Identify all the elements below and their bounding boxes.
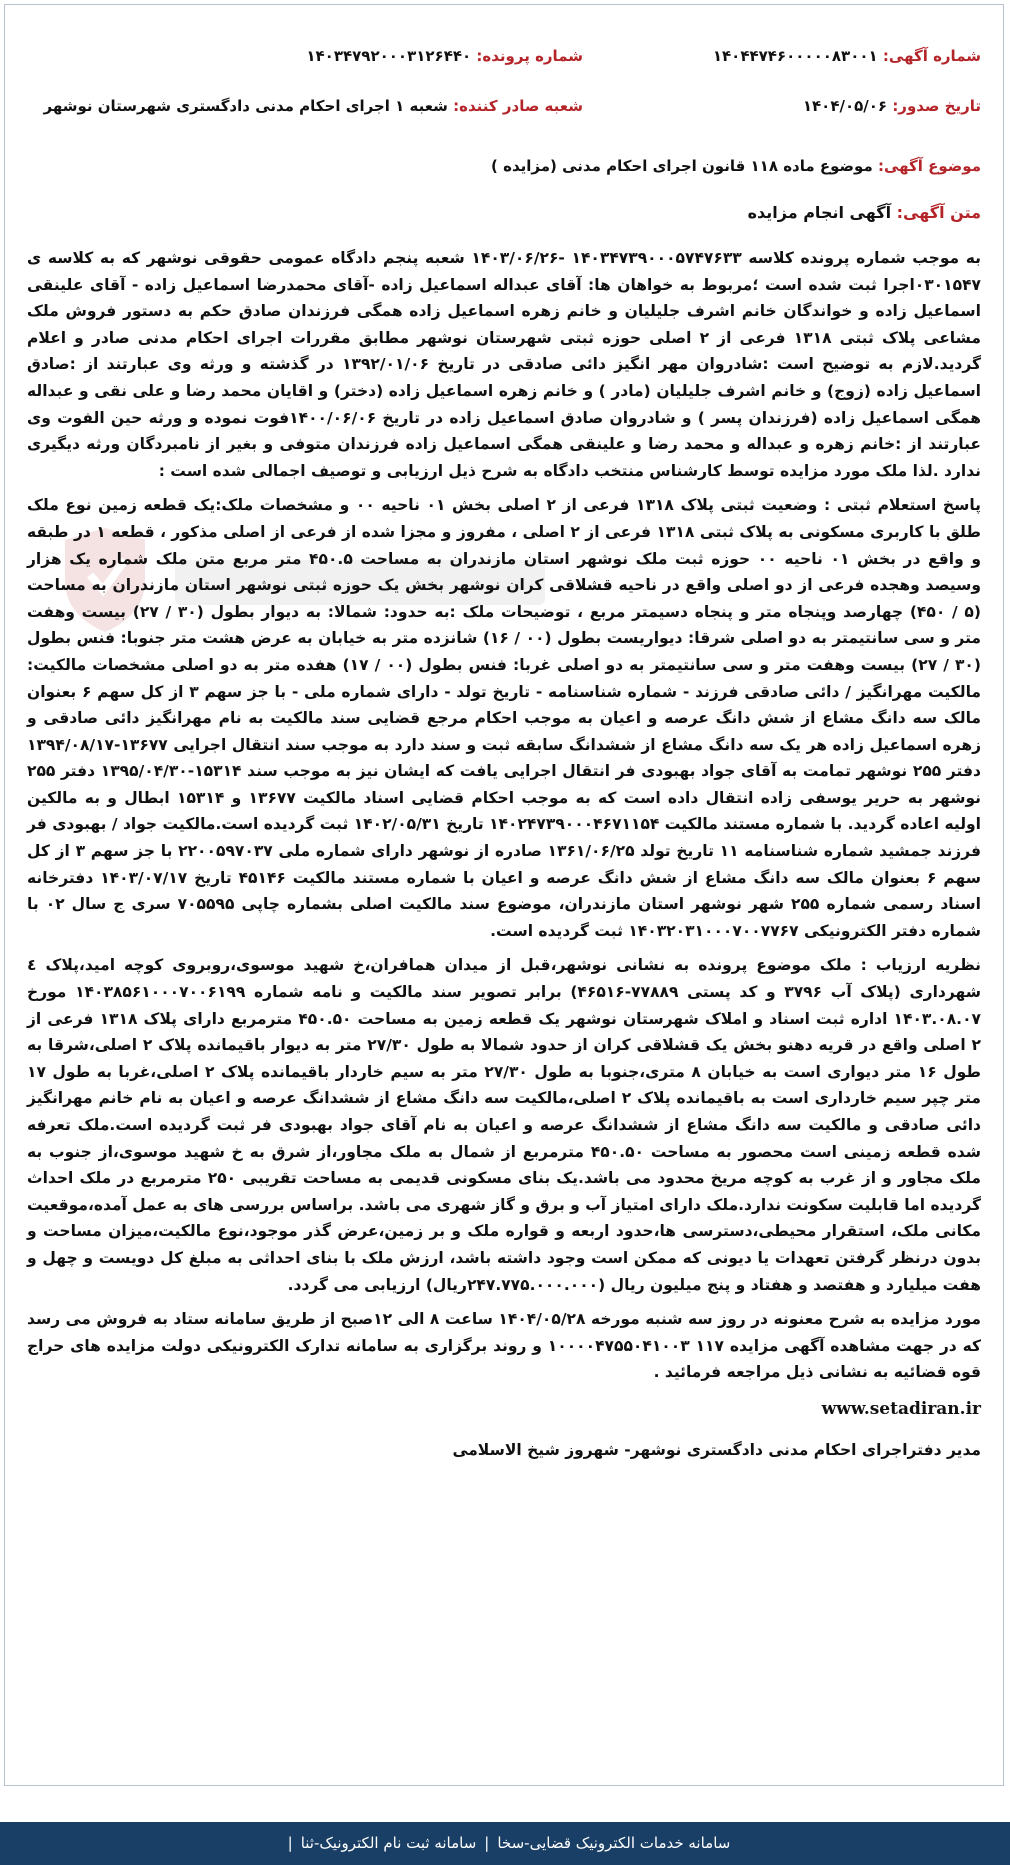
notice-body — [27, 245, 981, 1471]
footer-separator: | — [484, 1834, 490, 1852]
text-title-label: متن آگهی: — [896, 203, 981, 222]
footer-link-sana[interactable]: سامانه ثبت نام الکترونیک-ثنا — [300, 1834, 477, 1852]
notice-document — [4, 4, 1004, 1786]
subject-label: موضوع آگهی: — [877, 157, 981, 175]
issue-date — [803, 97, 981, 115]
paragraph-registry-inquiry: پاسخ استعلام ثبتی : وضعیت ثبتی پلاک ۱۳۱۸ فرعی از ۲ اصلی بخش ۰۱ ناحیه ۰۰ و مشخصات ملک:یک قطعه زمین نوع ملک طلق با کاربری مسکونی به پلاک ثبتی ۱۳۱۸ فرعی از ۲ اصلی ، مفروز و مجزا شده از فرعی از اصلی مذکور ، قطعه ۱ در طبقه و واقع در بخش ۰۱ ناحیه ۰۰ حوزه ثبت ملک نوشهر استان مازندران به مساحت ۴۵۰.۵ متر مربع متن ملک شماره یک هزار وسیصد وهجده فرعی از دو اصلی واقع در ناحیه قشلاقی کران نوشهر بخش یک حوزه ثبتی نوشهر استان مازندران به مساحت (۵ / ۴۵۰) چهارصد وپنجاه متر و پنجاه دسیمتر مربع ، توضیحات ملک :به حدود: شمالا: به دیوار بطول (۳۰ / ۲۷) بیست وهفت متر و سی سانتیمتر به دو اصلی شرقا: دیواریست بطول (۰۰ / ۱۶) شانزده متر به خیابان به عرض هشت متر جنوبا: فنس بطول (۳۰ / ۲۷) بیست وهفت متر و سی سانتیمتر به دو اصلی غربا: فنس بطول (۰۰ / ۱۷) هفده متر به دو اصلی مشخصات مالکیت: مالکیت مهرانگیز / دائی صادقی فرزند - شماره شناسنامه - تاریخ تولد - دارای شماره ملی - با جز سهم ۳ از کل سهم ۶ بعنوان مالک سه دانگ مشاع از شش دانگ عرصه و اعیان به موجب احکام مرجع قضایی سند مالکیت به نام مهرانگیز دائی صادقی و زهره اسماعیل زاده هر یک سه دانگ مشاع از ششدانگ سابقه ثبت و سند دارد به موجب سند انتقال اجرایی ۱۳۶۷۷-۱۳۹۴/۰۸/۱۷ دفتر ۲۵۵ نوشهر تمامت به آقای جواد بهبودی فر انتقال اجرایی یافت که ایشان نیز به موجب سند ۱۵۳۱۴-۱۳۹۵/۰۴/۳۰ دفتر ۲۵۵ نوشهر به حریر یوسفی زاده انتقال داده است که به موجب احکام قضایی اسناد مالکیت ۱۳۶۷۷ و ۱۵۳۱۴ ابطال و به مالکین اولیه اعاده گردید. با شماره مستند مالکیت ۱۴۰۲۴۷۳۹۰۰۰۴۶۷۱۱۵۴ تاریخ ۱۴۰۲/۰۵/۳۱ ثبت گردیده است.مالکیت جواد / بهبودی فر فرزند جمشید شماره شناسنامه ۱۱ تاریخ تولد ۱۳۶۱/۰۶/۲۵ صادره از نوشهر دارای شماره ملی ۲۲۰۰۵۹۷۰۳۷ با جز سهم ۳ از کل سهم ۶ بعنوان مالک سه دانگ مشاع از شش دانگ عرصه و اعیان با شماره مستند مالکیت ۴۵۱۴۶ تاریخ ۱۴۰۳/۰۷/۱۷ دفترخانه اسناد رسمی شماره ۲۵۵ شهر نوشهر استان مازندران، موضوع سند مالکیت اصلی بشماره چاپی ۷۰۵۵۹۵ سری ج سال ۰۲ با شماره دفتر الکترونیکی ۱۴۰۳۲۰۳۱۰۰۰۷۰۰۷۷۶۷ ثبت گردیده است. — [27, 496, 982, 940]
text-title-value: آگهی انجام مزایده — [747, 203, 892, 222]
case-number-value: ۱۴۰۳۴۷۹۲۰۰۰۳۱۲۶۴۴۰ — [306, 47, 472, 65]
issuing-branch-label: شعبه صادر کننده: — [453, 97, 583, 115]
case-number-label: شماره پرونده: — [476, 47, 583, 65]
ad-number — [713, 47, 981, 65]
paragraph-auction-details: مورد مزایده به شرح معنونه در روز سه شنبه مورخه ۱۴۰۴/۰۵/۲۸ ساعت ۸ الی ۱۲صبح از طریق سامانه ستاد به فروش می رسد که در جهت مشاهده آگهی مزایده ۱۱۷ ۱۰۰۰۰۴۷۵۵۰۴۱۰۰۳ و روند برگزاری به سامانه تدارک الکترونیکی دولت مزایده های حراج قوه قضائیه به نشانی ذیل مراجعه فرمائید . — [27, 1310, 982, 1382]
footer-separator-trailing: | — [287, 1834, 293, 1852]
issuing-branch-value: شعبه ۱ اجرای احکام مدنی دادگستری شهرستان نوشهر — [43, 97, 448, 115]
ad-number-value: ۱۴۰۴۴۷۴۶۰۰۰۰۰۸۳۰۰۱ — [712, 47, 878, 65]
issuing-branch — [43, 97, 583, 115]
issue-date-label: تاریخ صدور: — [892, 97, 981, 115]
case-number — [306, 47, 583, 65]
footer-bar — [0, 1822, 1010, 1865]
text-title — [748, 203, 981, 222]
subject-value: موضوع ماده ۱۱۸ قانون اجرای احکام مدنی (مزایده ) — [491, 157, 873, 175]
signature: مدیر دفتراجرای احکام مدنی دادگستری نوشهر- شهروز شیخ الاسلامی — [452, 1440, 981, 1459]
subject — [491, 157, 981, 175]
paragraph-appraisal: نظریه ارزیاب : ملک موضوع پرونده به نشانی نوشهر،قبل از میدان همافران،خ شهید موسوی،روبروی کوچه امید،پلاک ٤ شهرداری (پلاک آب ۳۷۹۶ و کد پستی ۷۷۸۸۹-۴۶۵۱۶) برابر تصویر سند مالکیت و نامه شماره ۱۴۰۳۸۵۶۱۰۰۰۷۰۰۶۱۹۹ مورخ ۱۴۰۳.۰۸.۰۷ اداره ثبت اسناد و املاک شهرستان نوشهر یک قطعه زمین به مساحت ۴۵۰.۵۰ مترمربع دارای پلاک ۱۳۱۸ فرعی از ۲ اصلی واقع در قریه دهنو بخش یک قشلاقی کران از حدود شمالا به طول ۲۷/۳۰ متر به دیوار باقیمانده پلاک ۲ اصلی،شرقا به طول ۱۶ متر دیواری است به خیابان ۸ متری،جنوبا به طول ۲۷/۳۰ متر به سیم خاردار باقیمانده پلاک ۲ اصلی،غربا به طول ۱۷ متر چپر سیم خارداری است به باقیمانده پلاک ۲ اصلی،مالکیت سه دانگ مشاع از ششدانگ عرصه و اعیان به نام خانم مهرانگیز دائی صادقی و مالکیت سه دانگ مشاع از ششدانگ عرصه و اعیان به نام آقای جواد بهبودی فر ثبت گردیده است.ملک تعرفه شده قطعه زمینی است محصور به مساحت ۴۵۰.۵۰ مترمربع از شمال به ملک مجاور،از شرق به خ شهید موسوی،از جنوب به ملک مجاور و از غرب به کوچه مریخ محدود می باشد.یک بنای مسکونی قدیمی به مساحت تقریبی ۲۵۰ مترمربع در ملک احداث گردیده اما قابلیت سکونت ندارد.ملک دارای امتیاز آب و برق و گاز شهری می باشد. براساس بررسی های به عمل آمده،موقعیت مکانی ملک، استقرار محیطی،دسترسی ها،حدود اربعه و قواره ملک و بر زمین،عرض گذر موجود،نوع مالکیت،میزان مساحت و بدون درنظر گرفتن تعهدات یا دیونی که ممکن است وجود داشته باشد، ارزش ملک با بنای احداثی به مبلغ کل دویست و چهل و هفت میلیارد و هفتصد و هفتاد و پنج میلیون ریال (۲۴۷.۷۷۵.۰۰۰.۰۰۰ریال) ارزیابی می گردد. — [27, 956, 981, 1294]
ad-number-label: شماره آگهی: — [882, 47, 981, 65]
paragraph-case-summary: به موجب شماره پرونده کلاسه ۱۴۰۳۴۷۳۹۰۰۰۵۷۴۷۶۳۳ -۱۴۰۳/۰۶/۲۶ شعبه پنجم دادگاه عمومی حقوقی نوشهر که به کلاسه ی ۰۳۰۱۵۴۷اجرا ثبت شده است ؛مربوط به خواهان ها: آقای عبداله اسماعیل زاده -آقای محمدرضا اسماعیل زاده - آقای علینقی اسماعیل زاده و خواندگان خانم اشرف جلیلیان و خانم زهره اسماعیل زاده همگی فرزندان صادق حکم به دستور فروش ملک مشاعی پلاک ثبتی ۱۳۱۸ فرعی از ۲ اصلی حوزه ثبتی شهرستان نوشهر مطابق مقررات اجرای احکام مدنی صادر و اعلام گردید.لازم به توضیح است :شادروان مهر انگیز دائی صادقی در تاریخ ۱۳۹۲/۰۱/۰۶ در گذشته و ورثه وی عبارتند از :صادق اسماعیل زاده (زوج) و خانم اشرف جلیلیان (مادر ) و خانم زهره اسماعیل زاده (دختر) و اقایان محمد رضا و علی نقی و عبداله همگی اسماعیل زاده (فرزندان پسر ) و شادروان صادق اسماعیل زاده در تاریخ ۱۴۰۰/۰۶/۰۶فوت نموده و ورثه حین الفوت وی عبارتند از :خانم زهره و عبداله و محمد رضا و علینقی همگی اسماعیل زاده فرزندان متوفی و بغیر از نامبردگان ورثه دیگیری ندارد .لذا ملک مورد مزایده توسط کارشناس منتخب دادگاه به شرح ذیل ارزیابی و توصیف اجمالی شده است : — [27, 249, 981, 480]
issue-date-value: ۱۴۰۴/۰۵/۰۶ — [802, 97, 888, 115]
footer-link-sakha[interactable]: سامانه خدمات الکترونیک قضایی-سخا — [497, 1834, 731, 1852]
website-link[interactable]: www.setadiran.ir — [821, 1398, 981, 1419]
